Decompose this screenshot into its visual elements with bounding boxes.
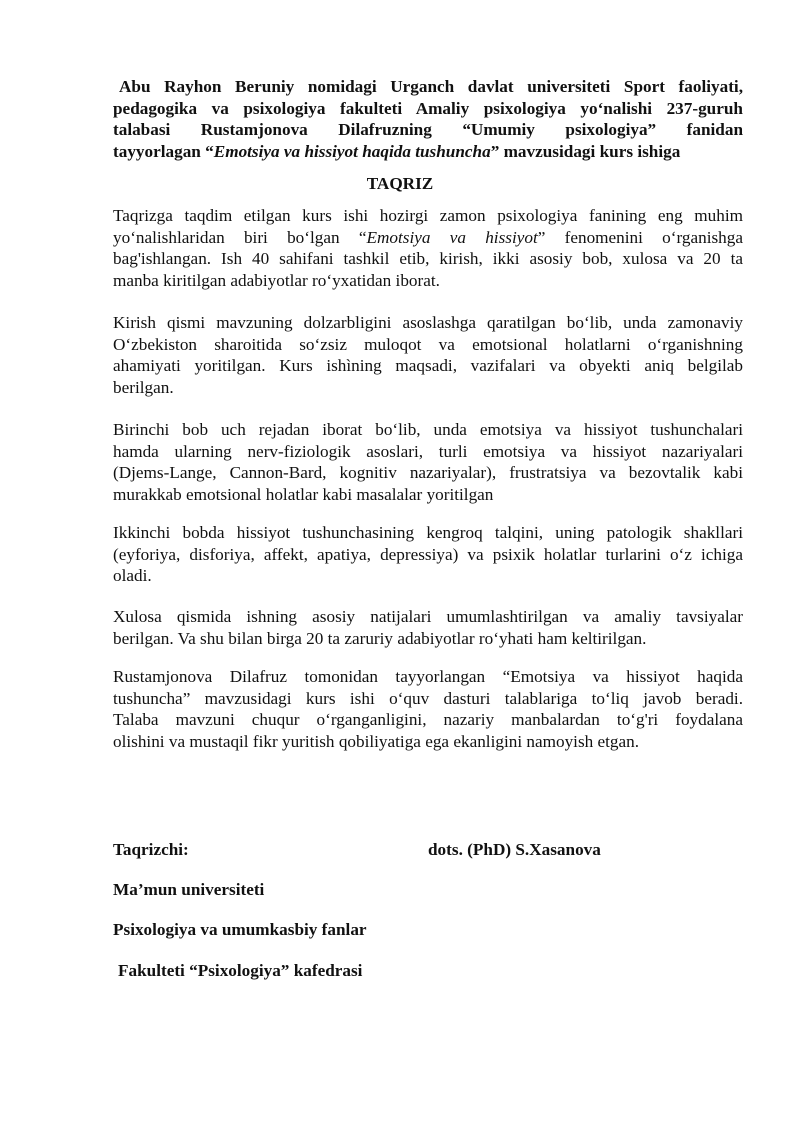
heading-topic-italic: Emotsiya va hissiyot haqida tushuncha <box>213 141 491 161</box>
paragraph-conclusion <box>113 606 743 649</box>
heading-line-4-prefix: tayyorlagan “ <box>113 141 214 161</box>
reviewer-chair: Fakulteti “Psixologiya” kafedrasi <box>118 961 363 980</box>
paragraph-line: Rustamjonova Dilafruz tomonidan tayyorlangan “Emotsiya va hissiyot haqida <box>113 667 743 686</box>
paragraph-line-prefix: yo‘nalishlaridan biri bo‘lgan “ <box>113 227 367 247</box>
paragraph-line: Birinchi bob uch rejadan iborat bo‘lib, unda emotsiya va hissiyot tushunchalari <box>113 420 743 439</box>
paragraph-line: berilgan. <box>113 377 174 397</box>
reviewer-name: dots. (PhD) S.Xasanova <box>428 840 601 859</box>
paragraph-line <box>113 227 743 249</box>
heading-line-1: Abu Rayhon Beruniy nomidagi Urganch davlat universiteti Sport faoliyati, <box>119 77 743 96</box>
heading-line-3: talabasi Rustamjonova Dilafruzning “Umumiy psixologiya” fanidan <box>113 120 743 139</box>
paragraph-line: murakkab emotsional holatlar kabi masalalar yoritilgan <box>113 484 494 504</box>
paragraph-kirish <box>113 312 743 398</box>
paragraph-line: ahamiyati yoritilgan. Kurs ishìning maqsadi, vazifalari va obyekti aniq belgilab <box>113 356 743 376</box>
paragraph-line: (eyforiya, disforiya, affekt, apatiya, depressiya) va psixik holatlar turlarini o‘z ichiga <box>113 544 743 564</box>
paragraph-line: manba kiritilgan adabiyotlar ro‘yxatidan iborat. <box>113 270 440 290</box>
paragraph-line: olishini va mustaqil fikr yuritish qobiliyatiga ega ekanligini namoyish etgan. <box>113 731 640 751</box>
reviewer-label: Taqrizchi: <box>113 840 189 859</box>
heading-line-4 <box>113 141 743 163</box>
paragraph-line: Taqrizga taqdim etilgan kurs ishi hozirgi zamon psixologiya fanining eng muhim <box>113 206 743 225</box>
paragraph-line: Xulosa qismida ishning asosiy natijalari umumlashtirilgan va amaliy tavsiyalar <box>113 607 743 626</box>
paragraph-line: Ikkinchi bobda hissiyot tushunchasining kengroq talqini, uning patologik shakllari <box>113 523 743 542</box>
reviewer-university: Ma’mun universiteti <box>113 880 265 899</box>
heading-line-2: pedagogika va psixologiya fakulteti Amaliy psixologiya yo‘nalishi 237-guruh <box>113 98 743 118</box>
paragraph-line: hamda ularning nerv-fiziologik asoslari, turli emotsiya va hissiyot nazariyalari <box>113 441 743 461</box>
paragraph-line-suffix: ” fenomenini o‘rganishga <box>537 227 743 247</box>
paragraph-line: Kirish qismi mavzuning dolzarbligini asoslashga qaratilgan bo‘lib, unda zamonaviy <box>113 313 743 332</box>
paragraph-line: berilgan. Va shu bilan birga 20 ta zaruriy adabiyotlar ro‘yhati ham keltirilgan. <box>113 628 647 648</box>
paragraph-chapter-2 <box>113 522 743 587</box>
document-title: TAQRIZ <box>366 174 434 193</box>
paragraph-line: O‘zbekiston sharoitida so‘zsiz muloqot va emotsional holatlarni o‘rganishning <box>113 334 743 354</box>
topic-italic: Emotsiya va hissiyot <box>366 227 538 247</box>
paragraph-line: oladi. <box>113 566 152 586</box>
document-heading <box>113 76 743 162</box>
paragraph-chapter-1 <box>113 419 743 505</box>
paragraph-line: (Djems-Lange, Cannon-Bard, kognitiv nazariyalar), frustratsiya va bezovtalik kabi <box>113 463 743 483</box>
paragraph-line: tushuncha” mavzusidagi kurs ishi o‘quv dasturi talablariga to‘liq javob beradi. <box>113 688 743 708</box>
paragraph-verdict <box>113 666 743 752</box>
paragraph-line: bag'ishlangan. Ish 40 sahifani tashkil etib, kirish, ikki asosiy bob, xulosa va 20 ta <box>113 249 743 269</box>
heading-line-4-suffix: ” mavzusidagi kurs ishiga <box>490 141 681 161</box>
paragraph-line: Talaba mavzuni chuqur o‘rganganligini, nazariy manbalardan to‘g'ri foydalana <box>113 710 743 730</box>
paragraph-intro <box>113 205 743 291</box>
reviewer-department: Psixologiya va umumkasbiy fanlar <box>113 920 367 939</box>
